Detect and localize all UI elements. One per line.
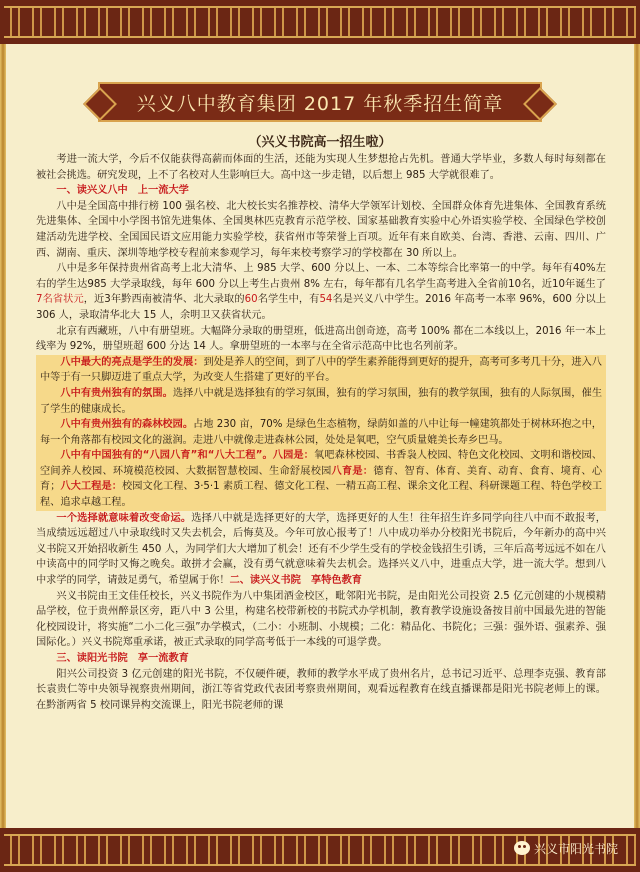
page-title: 兴义八中教育集团 2017 年秋季招生简章 bbox=[136, 92, 504, 115]
section-1-heading: 一、读兴义八中 上一流大学 bbox=[56, 185, 189, 197]
wechat-watermark bbox=[514, 836, 618, 860]
wechat-icon bbox=[514, 841, 530, 855]
article-body bbox=[36, 152, 606, 713]
highlight-block-forest-campus: 八中有贵州独有的森林校园。占地 230 亩，70% 是绿色生态植物，绿荫如盖的八中让每一幢建筑都处于树林环抱之中，每一个角落都有校园文化的滋润。走进八中就像走进森林公园，处处是氧吧，空气质量媲美长寿乡巴马。 bbox=[36, 417, 606, 448]
watermark-text: 兴义市阳光书院 bbox=[533, 841, 618, 856]
section-3-paragraph: 阳兴公司投资 3 亿元创建的阳光书院，不仅硬件硬，教师的教学水平成了贵州名片，总书记习近平、总理李克强、教育部长袁贵仁等中央领导视察贵州期间，浙江等省党政代表团考察贵州期间，观看远程教育在线直播课都是阳光书院老师上的课。在黔浙两省 5 校同课异构交流课上，阳光书院老师的课 bbox=[36, 668, 606, 711]
section-3-heading: 三、读阳光书院 享一流教育 bbox=[56, 653, 189, 664]
section-1-paragraph-2: 八中是多年保持贵州省高考上北大清华、上 985 大学、600 分以上、一本、二本等综合比率第一的中学。每年有40%左右的学生达985 大学录取线，每年 600 分以上考生占贵州 8% 左右，每年都有几名学生高考进入全省前10名，近10年诞生了7名省状元，近3年黔西南被清华、北大录取的60名学生中，有54名是兴义八中学生。2016 年高考一本率 96%，600 分以上 306 人，录取清华北大 15 人，余明卫又获省状元。 bbox=[36, 263, 607, 321]
highlight-block-eight-programs: 八中有中国独有的“八园八育”和“八大工程”。八园是：氧吧森林校园、书香袅人校园、特色文化校园、文明和谐校园、空间养人校园、环境模范校园、大数据智慧校园、生命舒展校园八育是：德育、智育、体育、美育、动育、食育、境育、心育；八大工程是：校园文化工程、3·5·1 素质工程、德文化工程、一精五高工程、课余文化工程、科研课题工程、特色学校工程、追求卓越工程。 bbox=[36, 448, 606, 510]
right-gold-stripe bbox=[634, 44, 640, 828]
top-border-pattern bbox=[4, 6, 636, 38]
highlight-champions: 7名省状元 bbox=[36, 294, 84, 306]
highlight-block-development: 八中最大的亮点是学生的发展：到处是养人的空间，到了八中的学生素养能得到更好的提升，高考可多考几十分，进入八中等于有一只脚迈进了重点大学，为改变人生搭建了更好的平台。 bbox=[36, 355, 606, 386]
highlight-60: 60 bbox=[244, 294, 258, 306]
section-1-paragraph-3: 北京有西藏班，八中有册望班。大幅降分录取的册望班，低进高出创奇迹，高考 100% 都在二本线以上，2016 年一本上线率为 92%，册望班超 600 分达 14 人。拿册望班的一本率与在全省示范高中比也名列前茅。 bbox=[36, 325, 606, 353]
choice-paragraph: 一个选择就意味着改变命运。选择八中就是选择更好的大学，选择更好的人生！往年招生许多同学向往八中而不敢报考，当成绩远远超过八中录取线时又失去机会，后悔莫及。今年可放心报考了！八中成功举办分校阳光书院后，今年新办的高中兴义书院又开始招收新生 450 人，为同学们大大增加了机会！还有不少学生受有的学校金钱招生引诱，三年后高考远远不如在八中读高中的同学时又悔之晚矣。敢拼才会赢，没有勇气就意味着失去机会。选择兴义八中，进重点大学，进一流大学。想到八中求学的同学，请鼓足勇气，希望属于你！二、读兴义书院 享特色教育 bbox=[36, 512, 606, 587]
section-1-paragraph-1: 八中是全国高中排行榜 100 强名校、北大校长实名推荐校、清华大学领军计划校、全国群众体育先进集体、全国教育系统先进集体、全国中小学图书馆先进集体、全国奥林匹克教育示范学校、国家基础教育实验中心外语实验学校、全国绿色学校创建活动先进学校、全国国民语文应用能力实验学校，获省州市等荣誉上百项。近年有来自欧美、台湾、香港、云南、四川、广西、湖南、重庆、深圳等地学校专程前来参观学习，每年来校考察学习的学校都在 30 所以上。 bbox=[36, 200, 606, 259]
section-2-paragraph: 兴义书院由王文佳任校长，兴义书院作为八中集团酒金校区，毗邻阳光书院，是由阳光公司投资 2.5 亿元创建的小规模精品学校，位于贵州醉景区旁，距八中 3 公里，构建名校带新校的书院式办学机制，教育教学设施设备按目前中国最先进的智能化校园设计，将实施“二小二化三强”办学模式，（二小：小班制、小规模；二化：精品化、书院化；三强：强外语、强素养、强国际化。）兴义书院郑重承诺，被正式录取的同学高考低于一本线的可退学费。 bbox=[36, 590, 606, 649]
page-subtitle: （兴义书院高一招生啦） bbox=[248, 135, 392, 150]
top-decorative-border bbox=[0, 0, 640, 44]
left-gold-stripe bbox=[0, 44, 6, 828]
title-banner bbox=[98, 82, 542, 122]
section-2-heading: 二、读兴义书院 享特色教育 bbox=[229, 575, 362, 587]
highlight-54: 54 bbox=[319, 294, 333, 306]
highlight-block-atmosphere: 八中有贵州独有的氛围。选择八中就是选择独有的学习氛围，独有的学习氛围，独有的教学氛围，独有的人际氛围，催生了学生的健康成长。 bbox=[36, 386, 606, 417]
intro-paragraph: 考进一流大学，今后不仅能获得高薪而体面的生活，还能为实现人生梦想抢占先机。普通大学毕业，多数人每时每刻都在被社会挑选。研究发现，上不了名校对人生影响巨大。高中这一步走错，以后想上 985 大学就很难了。 bbox=[36, 154, 606, 181]
